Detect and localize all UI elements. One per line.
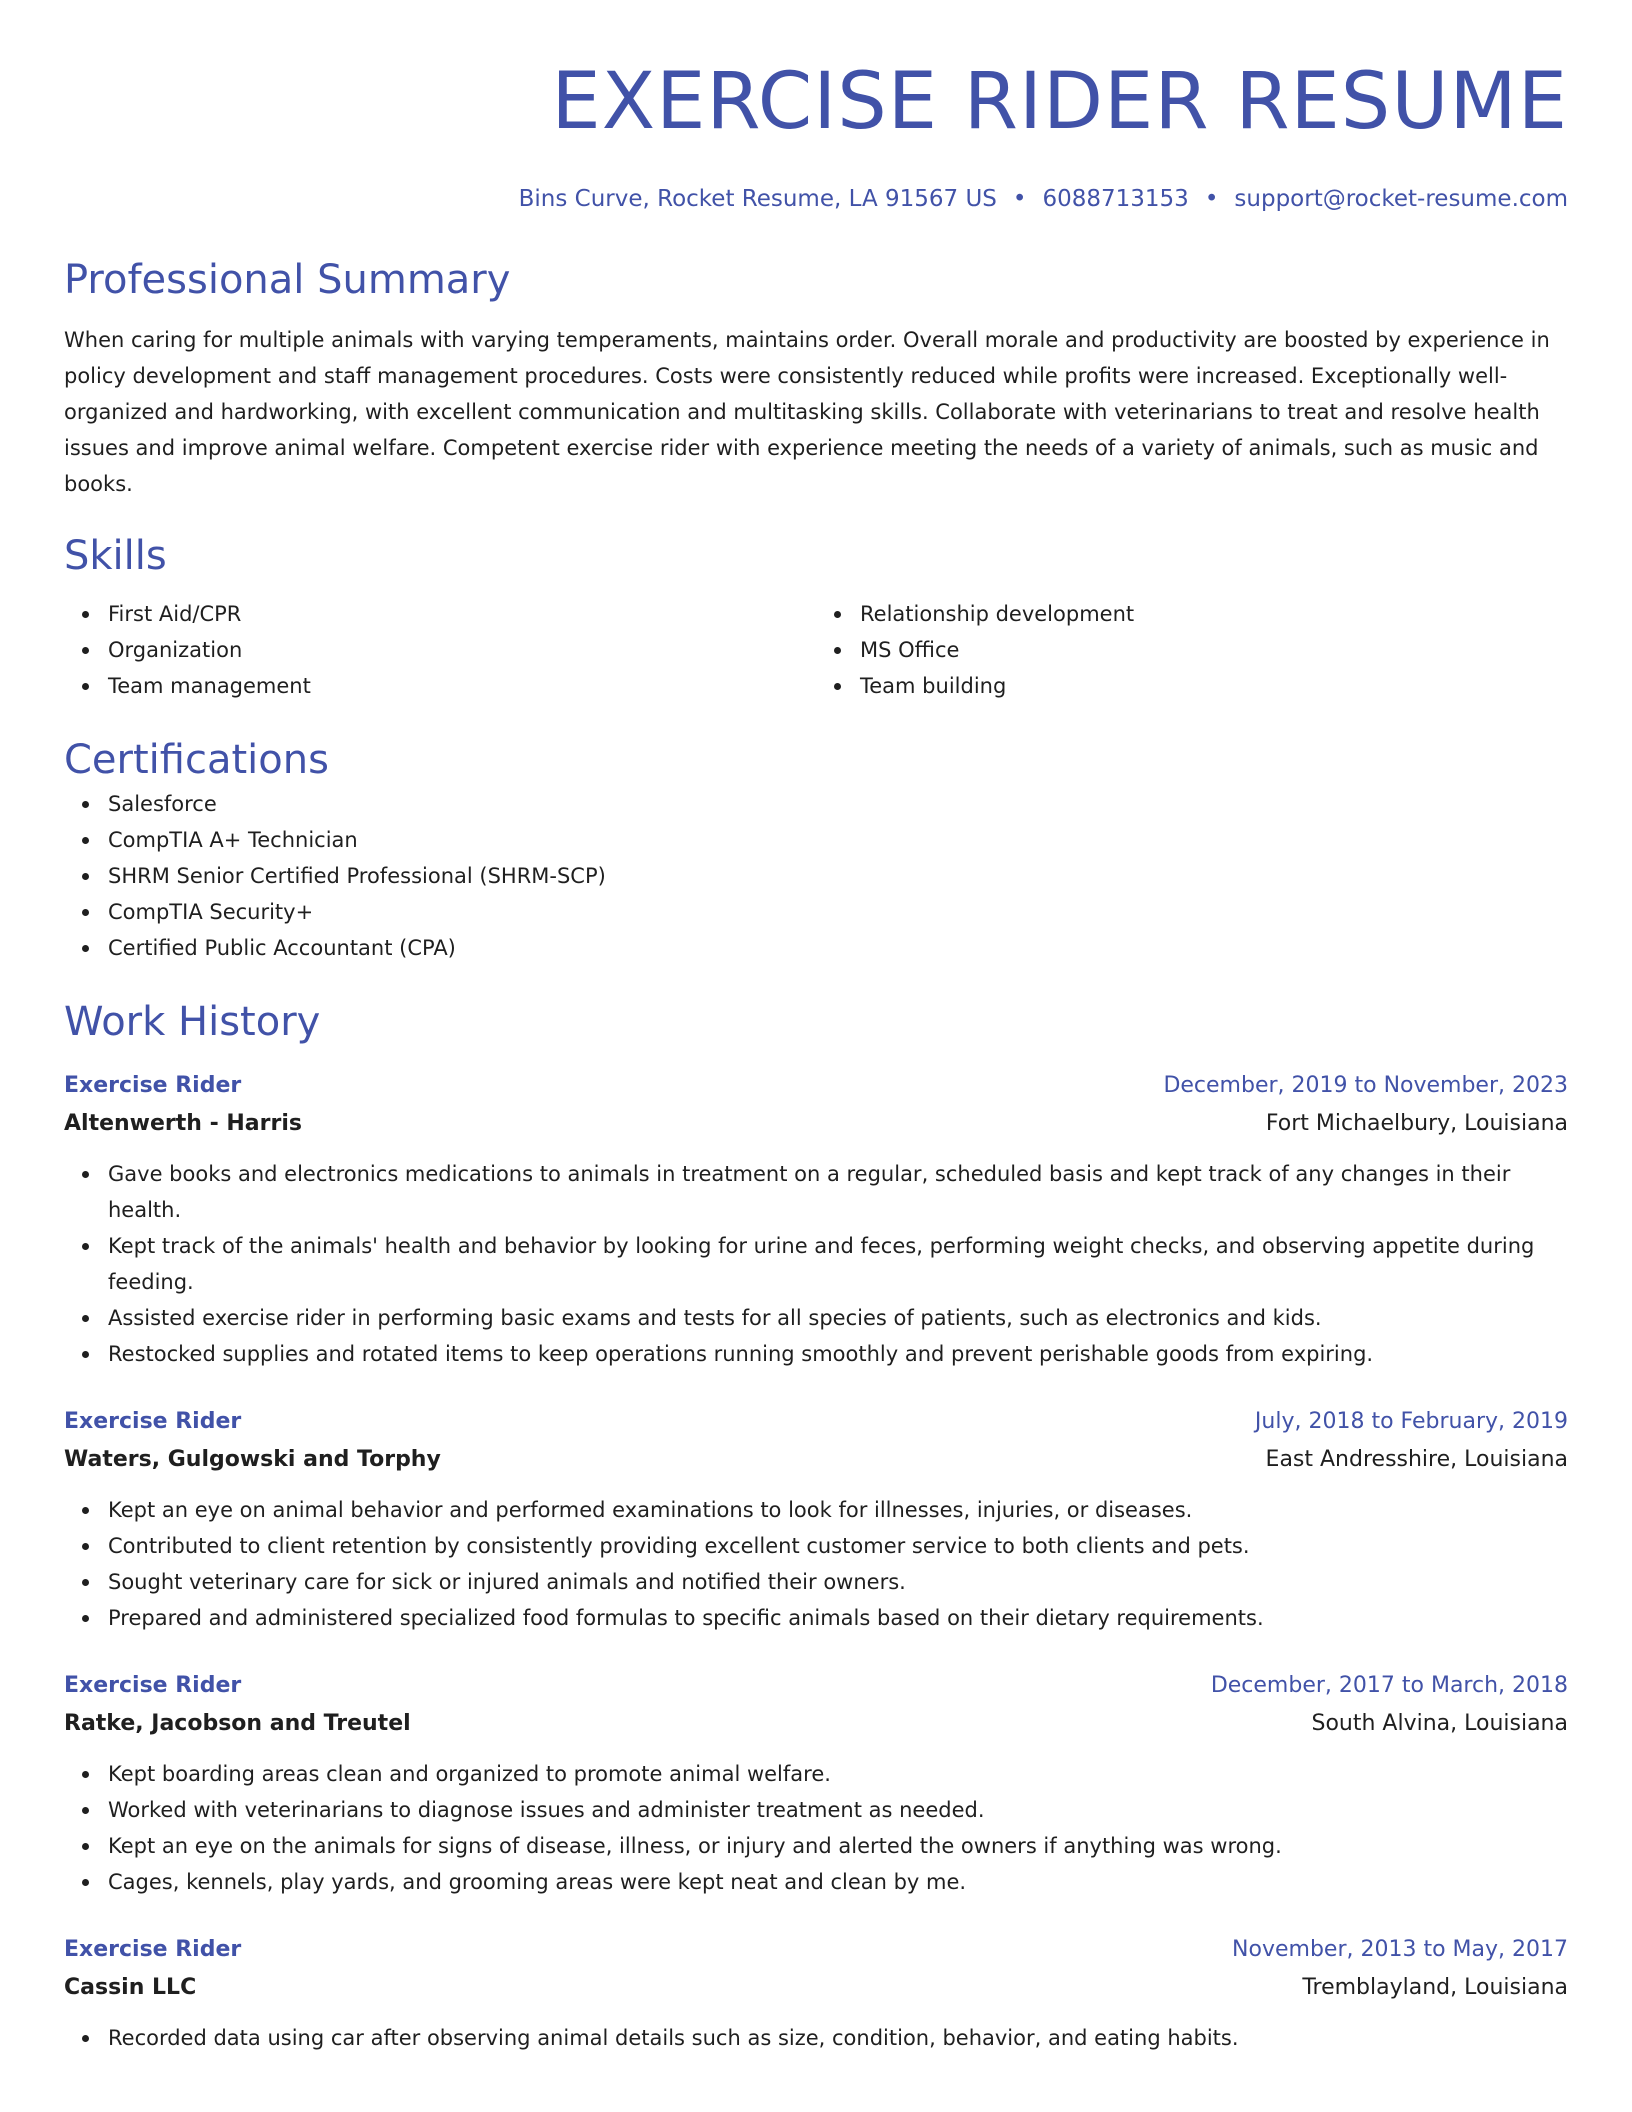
job-entry <box>64 1068 1568 1372</box>
certification-item: SHRM Senior Certified Professional (SHRM-SCP) <box>108 858 1568 894</box>
job-dates: November, 2013 to May, 2017 <box>1232 1937 1568 1962</box>
page-title: EXERCISE RIDER RESUME <box>551 57 1568 147</box>
skill-item: Team management <box>108 668 816 704</box>
job-dates: July, 2018 to February, 2019 <box>1254 1409 1568 1434</box>
job-bullet: Assisted exercise rider in performing basic exams and tests for all species of patients, such as electronics and kids. <box>108 1300 1568 1336</box>
job-title-row <box>64 1068 1568 1104</box>
certifications-section <box>64 734 1568 966</box>
job-bullet: Kept an eye on the animals for signs of disease, illness, or injury and alerted the owners if anything was wrong. <box>108 1828 1568 1864</box>
job-entry <box>64 1932 1568 2056</box>
job-location: East Andresshire, Louisiana <box>1265 1447 1568 1472</box>
job-bullet: Cages, kennels, play yards, and grooming areas were kept neat and clean by me. <box>108 1864 1568 1900</box>
job-bullets <box>64 1156 1568 1372</box>
job-title: Exercise Rider <box>64 1073 242 1098</box>
skill-item: Organization <box>108 632 816 668</box>
skill-item: Team building <box>860 668 1568 704</box>
skill-item: Relationship development <box>860 596 1568 632</box>
job-bullet: Contributed to client retention by consistently providing excellent customer service to both clients and pets. <box>108 1528 1568 1564</box>
certification-item: Salesforce <box>108 786 1568 822</box>
job-bullet: Kept boarding areas clean and organized to promote animal welfare. <box>108 1756 1568 1792</box>
skills-list-left <box>64 596 816 704</box>
job-title: Exercise Rider <box>64 1409 242 1434</box>
resume-header <box>64 0 1568 214</box>
section-title-work-history: Work History <box>64 999 321 1045</box>
certification-item: CompTIA A+ Technician <box>108 822 1568 858</box>
work-history-section <box>64 996 1568 2056</box>
job-location: Tremblayland, Louisiana <box>1302 1975 1568 2000</box>
job-location: South Alvina, Louisiana <box>1311 1711 1568 1736</box>
job-entry <box>64 1668 1568 1900</box>
job-company-row <box>64 1704 1568 1744</box>
job-company: Cassin LLC <box>64 1975 197 2000</box>
job-bullet: Sought veterinary care for sick or injured animals and notified their owners. <box>108 1564 1568 1600</box>
job-title-row <box>64 1932 1568 1968</box>
job-bullet: Gave books and electronics medications to animals in treatment on a regular, scheduled basis and kept track of any changes in their health. <box>108 1156 1568 1228</box>
job-bullets <box>64 1756 1568 1900</box>
job-company: Altenwerth - Harris <box>64 1111 302 1136</box>
job-bullet: Worked with veterinarians to diagnose issues and administer treatment as needed. <box>108 1792 1568 1828</box>
job-bullet: Restocked supplies and rotated items to keep operations running smoothly and prevent perishable goods from expiring. <box>108 1336 1568 1372</box>
skill-item: First Aid/CPR <box>108 596 816 632</box>
job-location: Fort Michaelbury, Louisiana <box>1265 1111 1568 1136</box>
job-dates: December, 2017 to March, 2018 <box>1210 1673 1568 1698</box>
job-title-row <box>64 1404 1568 1440</box>
job-title: Exercise Rider <box>64 1673 242 1698</box>
skills-section <box>64 530 1568 704</box>
section-title-skills: Skills <box>64 533 167 579</box>
job-bullet: Kept an eye on animal behavior and performed examinations to look for illnesses, injuries, or diseases. <box>108 1492 1568 1528</box>
job-company-row <box>64 1968 1568 2008</box>
section-title-certifications: Certifications <box>64 737 329 783</box>
job-bullets <box>64 2020 1568 2056</box>
certification-item: Certified Public Accountant (CPA) <box>108 930 1568 966</box>
contact-phone: 6088713153 <box>1042 186 1189 212</box>
job-company: Waters, Gulgowski and Torphy <box>64 1447 441 1472</box>
contact-email: support@rocket-resume.com <box>1234 186 1568 212</box>
job-company-row <box>64 1440 1568 1480</box>
job-company-row <box>64 1104 1568 1144</box>
job-dates: December, 2019 to November, 2023 <box>1163 1073 1568 1098</box>
job-bullet: Prepared and administered specialized food formulas to specific animals based on their dietary requirements. <box>108 1600 1568 1636</box>
summary-text: When caring for multiple animals with varying temperaments, maintains order. Overall morale and productivity are boosted by experience in policy development and staff management procedures. Costs were consistently reduced while profits were increased. Exceptionally well-organized and hardworking, with excellent communication and multitasking skills. Collaborate with veterinarians to treat and resolve health issues and improve animal welfare. Competent exercise rider with experience meeting the needs of a variety of animals, such as music and books. <box>64 328 1550 496</box>
job-bullet: Recorded data using car after observing animal details such as size, condition, behavior, and eating habits. <box>108 2020 1568 2056</box>
contact-address: Bins Curve, Rocket Resume, LA 91567 US <box>518 186 997 212</box>
certification-item: CompTIA Security+ <box>108 894 1568 930</box>
job-company: Ratke, Jacobson and Treutel <box>64 1711 411 1736</box>
job-bullets <box>64 1492 1568 1636</box>
skill-item: MS Office <box>860 632 1568 668</box>
job-title: Exercise Rider <box>64 1937 242 1962</box>
section-title-summary: Professional Summary <box>64 257 511 303</box>
certifications-list <box>64 786 1568 966</box>
contact-line <box>64 184 1568 214</box>
job-title-row <box>64 1668 1568 1704</box>
skills-list-right <box>816 596 1568 704</box>
skills-columns <box>64 596 1568 704</box>
contact-separator: • <box>1012 186 1027 212</box>
summary-section <box>64 254 1568 502</box>
contact-separator: • <box>1204 186 1219 212</box>
job-entry <box>64 1404 1568 1636</box>
job-bullet: Kept track of the animals' health and behavior by looking for urine and feces, performing weight checks, and observing appetite during feeding. <box>108 1228 1568 1300</box>
